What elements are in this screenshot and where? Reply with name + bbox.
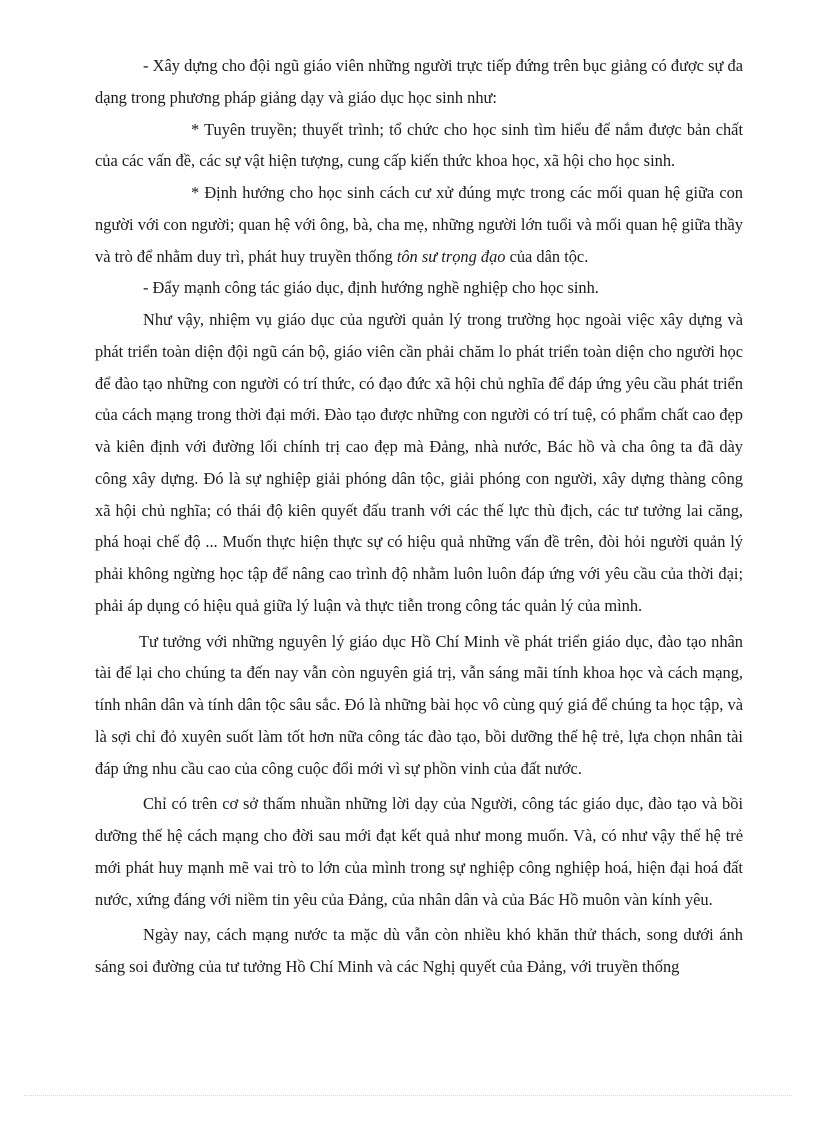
paragraph-body-4: Ngày nay, cách mạng nước ta mặc dù vẫn còn nhiều khó khăn thử thách, song dưới ánh sáng soi đường của tư tưởng Hồ Chí Minh và các Nghị quyết của Đảng, với truyền thống	[95, 925, 743, 976]
paragraph-body-1: Như vậy, nhiệm vụ giáo dục của người quản lý trong trường học ngoài việc xây dựng và phát triển toàn diện đội ngũ cán bộ, giáo viên cần phải chăm lo phát triển toàn diện cho người học để đào tạo những con người có trí thức, có đạo đức xã hội chủ nghĩa để đáp ứng yêu cầu phát triển của cách mạng trong thời đại mới. Đào tạo được những con người có trí tuệ, có phẩm chất cao đẹp và kiên định với đường lối chính trị cao đẹp mà Đảng, nhà nước, Bác hồ và cha ông ta đã dày công xây dựng. Đó là sự nghiệp giải phóng dân tộc, giải phóng con người, xây dựng thàng công xã hội chủ nghĩa; có thái độ kiên quyết đấu tranh với các thế lực thù địch, các tư tưởng lai căng, phá hoại chế độ ... Muốn thực hiện thực sự có hiệu quả những vấn đề trên, đòi hỏi người quản lý phải không ngừng học tập để nâng cao trình độ nhằm luôn luôn đáp ứng với yêu cầu của thời đại; phải áp dụng có hiệu quả giữa lý luận và thực tiễn trong công tác quản lý của mình.	[95, 310, 743, 615]
paragraph-star-2-text-after: của dân tộc.	[505, 246, 589, 266]
page-bottom-divider	[24, 1095, 792, 1096]
paragraph-body-3: Chỉ có trên cơ sở thấm nhuần những lời dạy của Người, công tác giáo dục, đào tạo và bồi dưỡng thế hệ cách mạng cho đời sau mới đạt kết quả như mong muốn. Và, có như vậy thế hệ trẻ mới phát huy mạnh mẽ vai trò to lớn của mình trong sự nghiệp công nghiệp hoá, hiện đại hoá đất nước, xứng đáng với niềm tin yêu của Đảng, của nhân dân và của Bác Hồ muôn vàn kính yêu.	[95, 794, 743, 909]
paragraph-star-2-text-before: * Định hướng cho học sinh cách cư xử đúng mực trong các mối quan hệ giữa con người với con người; quan hệ với ông, bà, cha mẹ, những người lớn tuổi và mối quan hệ giữa thầy và trò để nhằm duy trì, phát huy truyền thống	[95, 183, 743, 266]
document-body	[95, 50, 743, 983]
italic-phrase: tôn sư trọng đạo	[396, 246, 506, 266]
paragraph-dash-1: - Xây dựng cho đội ngũ giáo viên những người trực tiếp đứng trên bục giảng có được sự đa dạng trong phương pháp giảng dạy và giáo dục học sinh như:	[95, 56, 743, 107]
paragraph-star-2	[95, 177, 743, 272]
paragraph-star-1: * Tuyên truyền; thuyết trình; tổ chức cho học sinh tìm hiểu để nắm được bản chất của các vấn đề, các sự vật hiện tượng, cung cấp kiến thức khoa học, xã hội cho học sinh.	[95, 119, 743, 171]
paragraph-body-2: Tư tưởng với những nguyên lý giáo dục Hồ Chí Minh về phát triển giáo dục, đào tạo nhân tài để lại cho chúng ta đến nay vẫn còn nguyên giá trị, vẫn sáng mãi tính khoa học và cách mạng, tính nhân dân và tính dân tộc sâu sắc. Đó là những bài học vô cùng quý giá để chúng ta học tập, và là sợi chỉ đỏ xuyên suốt làm tốt hơn nữa công tác đào tạo, bồi dưỡng thế hệ trẻ, lựa chọn nhân tài đáp ứng nhu cầu cao của công cuộc đổi mới vì sự phồn vinh của đất nước.	[95, 631, 743, 778]
paragraph-dash-2: - Đẩy mạnh công tác giáo dục, định hướng nghề nghiệp cho học sinh.	[143, 278, 599, 298]
